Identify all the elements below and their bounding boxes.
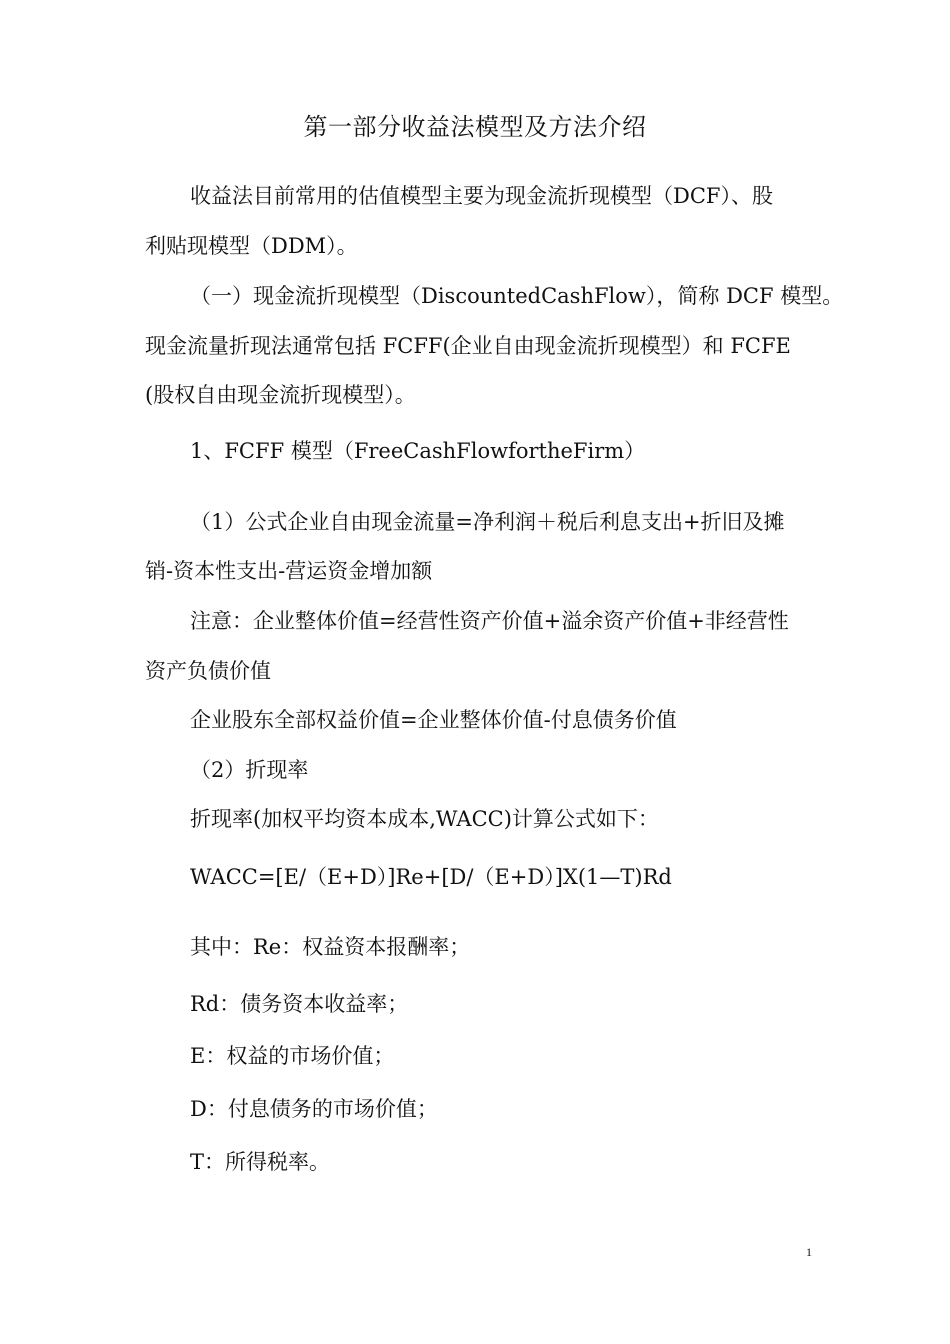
paragraph-line: E：权益的市场价值； (190, 1044, 395, 1068)
paragraph-line: 资产负债价值 (145, 659, 271, 683)
formula-line: WACC=[E/（E+D）]Re+[D/（E+D）]X(1—T)Rd (190, 865, 672, 889)
page-number: 1 (806, 1245, 812, 1259)
paragraph-line: (股权自由现金流折现模型）。 (145, 383, 416, 407)
paragraph-line: 折现率(加权平均资本成本,WACC)计算公式如下： (190, 807, 659, 831)
paragraph-line: D：付息债务的市场价值； (190, 1097, 438, 1121)
paragraph-line: （一）现金流折现模型（DiscountedCashFlow），简称 DCF 模型。 (190, 284, 844, 308)
paragraph-line: 销-资本性支出-营运资金增加额 (145, 559, 433, 583)
paragraph-line: T：所得税率。 (190, 1150, 331, 1174)
paragraph-line: 现金流量折现法通常包括 FCFF(企业自由现金流折现模型）和 FCFE (145, 334, 791, 358)
paragraph-line: 企业股东全部权益价值=企业整体价值-付息债务价值 (190, 708, 677, 732)
paragraph-line: 其中：Re：权益资本报酬率； (190, 935, 471, 959)
paragraph-line: （1）公式企业自由现金流量=净利润＋税后利息支出+折旧及摊 (190, 510, 785, 534)
paragraph-line: 注意：企业整体价值=经营性资产价值+溢余资产价值+非经营性 (190, 609, 789, 633)
paragraph-line: （2）折现率 (190, 758, 309, 782)
paragraph-line: 利贴现模型（DDM）。 (145, 234, 358, 258)
paragraph-line: 收益法目前常用的估值模型主要为现金流折现模型（DCF）、股 (190, 184, 773, 208)
document-title: 第一部分收益法模型及方法介绍 (303, 113, 647, 141)
paragraph-line: Rd：债务资本收益率； (190, 992, 409, 1016)
section-heading: 1、FCFF 模型（FreeCashFlowfortheFirm） (190, 439, 646, 463)
